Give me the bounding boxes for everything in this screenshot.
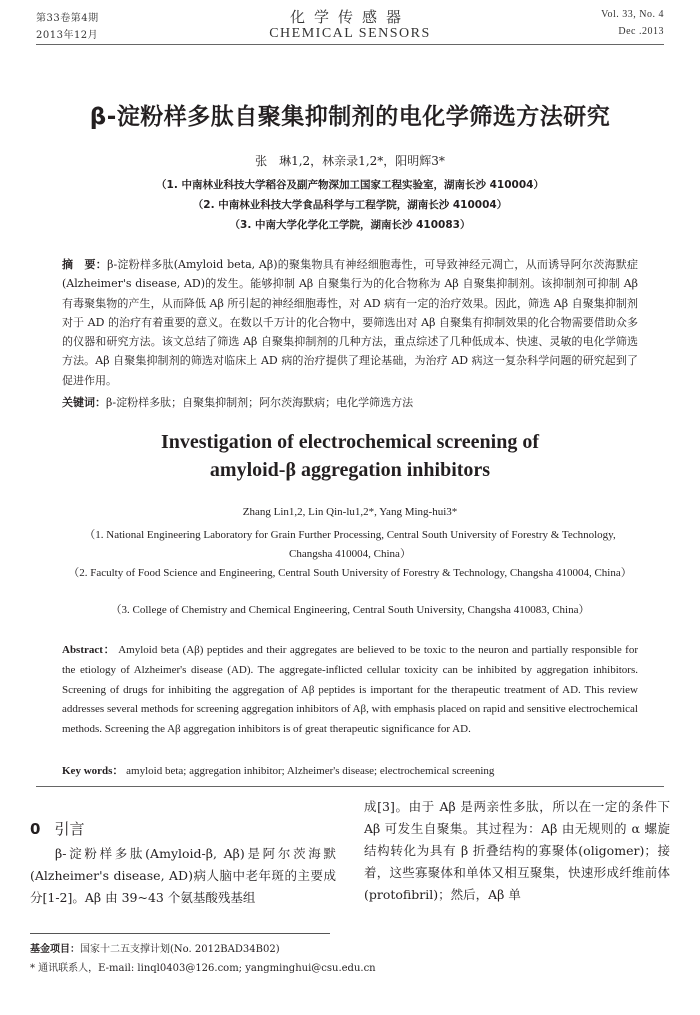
section-title: 引言 — [54, 820, 85, 838]
keywords-cn — [62, 394, 638, 410]
section-heading — [30, 818, 84, 839]
abstract-en-label: Abstract： — [62, 644, 116, 656]
keywords-en — [62, 762, 638, 778]
affiliation-cn-1: （1. 中南林业科技大学稻谷及副产物深加工国家工程实验室，湖南长沙 410004） — [156, 179, 544, 191]
abstract-cn-text: β-淀粉样多肽(Amyloid beta, Aβ)的聚集物具有神经细胞毒性，可导致神经元凋亡，从而诱导阿尔茨海默症(Alzheimer's disease, AD)的发生。能够抑制 Aβ 自聚集行为的化合物称为 Aβ 自聚集抑制剂。该抑制剂可抑制 Aβ 有毒聚集物的产生，从而降低 Aβ 所引起的神经细胞毒性，对 AD 病有一定的治疗效果。因此，筛选 Aβ 自聚集抑制剂对于 AD 的治疗有着重要的意义。在数以千万计的化合物中，要筛选出对 Aβ 自聚集有抑制效果的化合物需要借助众多的仪器和研究方法。该文总结了筛选 Aβ 自聚集抑制剂的几种方法，重点综述了几种低成本、快速、灵敏的电化学筛选方法。Aβ 自聚集抑制剂的筛选对临床上 AD 病的治疗提供了理论基础，为治疗 AD 病这一复杂科学问题的研究起到了促进作用。 — [62, 258, 638, 387]
volume-issue-en: Vol. 33, No. 4 — [601, 9, 664, 20]
body-column-right: 成[3]。由于 Aβ 是两亲性多肽，所以在一定的条件下 Aβ 可发生自聚集。其过程为：Aβ 由无规则的 α 螺旋结构转化为具有 β 折叠结构的寡聚体(oligomer)；接着，这些寡聚体和单体又相互聚集，快速形成纤维前体(protofibril)；然后，Aβ 单 — [364, 799, 670, 902]
section-number: 0 — [30, 820, 41, 838]
date-en: Dec .2013 — [618, 26, 664, 37]
abstract-cn — [62, 255, 638, 390]
affiliation-en-1: （1. National Engineering Laboratory for Grain Further Processing, Central South University of Forestry & Technology, Changsha 410004, China） — [84, 529, 616, 560]
abstract-rule — [36, 786, 664, 787]
authors-en: Zhang Lin1,2, Lin Qin-lu1,2*, Yang Ming-hui3* — [242, 506, 458, 518]
affiliation-cn-2: （2. 中南林业科技大学食品科学与工程学院，湖南长沙 410004） — [192, 199, 508, 211]
affiliation-en-2: （2. Faculty of Food Science and Engineering, Central South University of Forestry & Technology, Changsha 410004, China） — [68, 567, 632, 579]
footnote-rule — [30, 933, 330, 934]
paper-title-en: Investigation of electrochemical screening of amyloid-β aggregation inhibitors — [160, 431, 540, 481]
abstract-en-text: Amyloid beta (Aβ) peptides and their aggregates are believed to be toxic to the neuron and partially responsible for the etiology of Alzheimer's disease (AD). The aggregate-inflicted cellular toxicity can be inhibited by aggregation inhibitors. Screening of drugs for inhibiting the aggregation of Aβ peptides is important for the therapeutic treatment of AD. This review addresses several methods for screening aggregation inhibitors of Aβ, with emphasis placed on rapid and sensitive electrochemical methods. Screening the Aβ aggregation inhibitors is of great therapeutic significance for AD. — [62, 644, 638, 736]
funding-text: 国家十二五支撑计划(No. 2012BAD34B02) — [80, 944, 280, 955]
authors-cn: 张 琳1,2，林亲录1,2*，阳明辉3* — [255, 154, 445, 168]
funding-note — [30, 940, 280, 955]
header-rule — [36, 44, 664, 45]
contact-note: * 通讯联系人，E-mail: linql0403@126.com; yangminghui@csu.edu.cn — [30, 963, 376, 974]
keywords-cn-text: β-淀粉样多肽；自聚集抑制剂；阿尔茨海默病；电化学筛选方法 — [106, 396, 414, 409]
affiliation-en-3: （3. College of Chemistry and Chemical Engineering, Central South University, Changsha 410083, China） — [110, 604, 590, 616]
body-column-left: β-淀粉样多肽(Amyloid-β, Aβ)是阿尔茨海默(Alzheimer's disease, AD)病人脑中老年斑的主要成分[1-2]。Aβ 由 39~43 个氨基酸残基组 — [30, 846, 336, 905]
abstract-cn-label: 摘 要： — [62, 258, 108, 271]
affiliation-cn-3: （3. 中南大学化学化工学院，湖南长沙 410083） — [229, 219, 471, 231]
keywords-en-label: Key words： — [62, 765, 124, 777]
journal-title-cn: 化学传感器 — [289, 8, 410, 26]
funding-label: 基金项目： — [30, 944, 80, 955]
date-cn: 2013年12月 — [36, 30, 99, 41]
volume-issue-cn: 第33卷第4期 — [36, 13, 99, 24]
paper-title-cn: β-淀粉样多肽自聚集抑制剂的电化学筛选方法研究 — [89, 104, 611, 130]
keywords-cn-label: 关键词： — [62, 396, 106, 409]
journal-title-en: CHEMICAL SENSORS — [269, 26, 431, 41]
abstract-en — [62, 641, 638, 740]
keywords-en-text: amyloid beta; aggregation inhibitor; Alzheimer's disease; electrochemical screening — [126, 765, 495, 777]
